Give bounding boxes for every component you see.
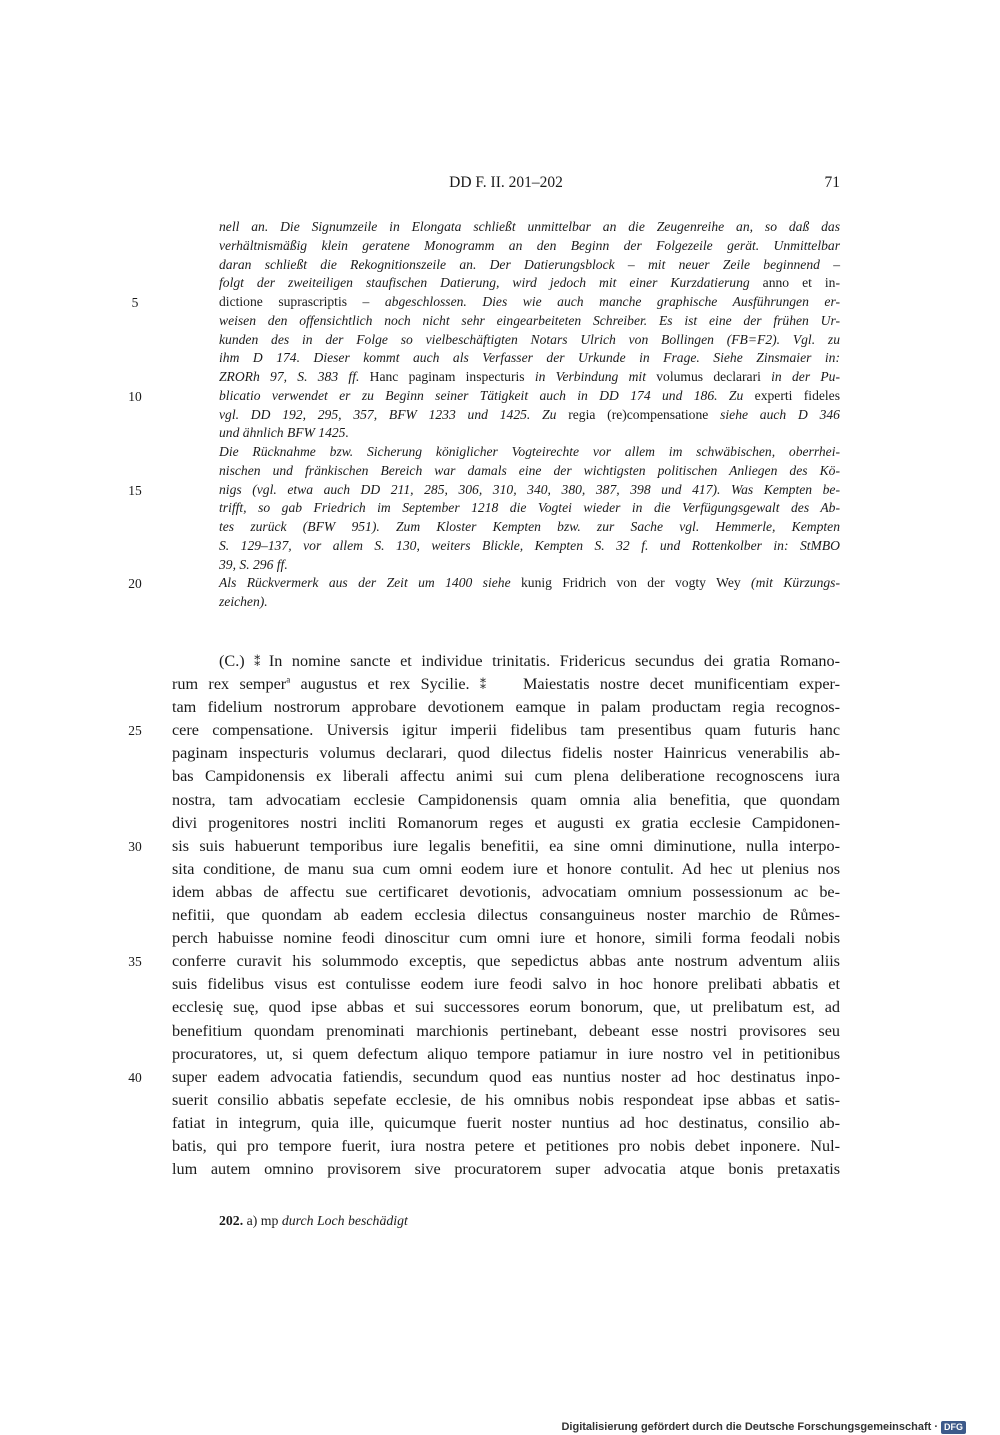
commentary-line: [219, 406, 840, 425]
commentary-segment: vgl. DD 192, 295, 357, BFW 1233 und 1425. Zu: [219, 406, 569, 422]
line-number: 30: [128, 838, 142, 854]
commentary-line: [219, 274, 840, 293]
footnote-marker: a: [286, 674, 291, 685]
commentary-line: [219, 537, 840, 556]
charter-line: [172, 650, 840, 673]
commentary-segment: (mit Kürzungs-: [740, 575, 840, 591]
commentary-line: [219, 368, 840, 387]
line-number: 15: [128, 482, 142, 498]
commentary-segment: ZRORh 97, S. 383 ff.: [219, 369, 370, 384]
commentary-line: [219, 462, 840, 481]
commentary-segment: kunden des in der Folge so vielbeschäftigten Notars Ulrich von Bollingen (FB=F2). Vgl. zu: [219, 331, 840, 347]
charter-text: [172, 650, 840, 1181]
commentary-segment: und ähnlich BFW 1425.: [219, 425, 349, 441]
commentary-segment: trifft, so gab Friedrich im September 1218 die Vogtei wieder in die Verfügungsgewalt des Ab-: [219, 500, 840, 516]
funding-text: Digitalisierung gefördert durch die Deutsche Forschungsgemeinschaft ·: [561, 1421, 938, 1433]
commentary-segment: ihm D 174. Dieser kommt auch als Verfasser der Urkunde in Frage. Siehe Zinsmaier in:: [219, 350, 840, 366]
commentary-line: [219, 349, 840, 368]
commentary-segment: weisen den offensichtlich noch nicht sehr eingearbeiteten Schreiber. Es ist eine der frühen Ur-: [219, 312, 840, 328]
commentary-segment: in Verbindung mit: [524, 369, 657, 384]
monogram-icon: ⁑: [479, 678, 485, 693]
commentary-line: [219, 518, 840, 537]
charter-line: procuratores, ut, si quem defectum aliquo tempore patiamur in iure nostro vel in petitionibus: [172, 1044, 840, 1063]
commentary-segment: Als Rückvermerk aus der Zeit um 1400 siehe: [219, 575, 521, 591]
commentary-segment: Hanc paginam inspecturis: [369, 369, 525, 384]
charter-invocation: In nomine sancte et individue trinitatis. Fridericus secundus dei gratia Romano-: [259, 652, 840, 670]
line-number: 35: [128, 954, 142, 970]
charter-line: perch habuisse nomine feodi dinoscitur cum omni iure et honore, simili forma feodali nobis: [172, 929, 840, 948]
commentary-line: [219, 312, 840, 331]
commentary-line: [219, 293, 840, 312]
charter-line: idem abbas de affectu sue certificaret devotionis, advocatiam omnium possessionum ac be-: [172, 882, 840, 901]
footnote: [219, 1213, 408, 1229]
page-number: 71: [824, 174, 840, 191]
commentary-segment: regia (re)compensatione: [568, 406, 709, 422]
footnote-text: a) mp: [243, 1213, 282, 1228]
commentary-text: [219, 218, 840, 612]
commentary-line: [219, 499, 840, 518]
charter-line: super eadem advocatia fatiendis, secundum quod eas nuntius noster ad hoc destinatus inpo-: [172, 1067, 840, 1086]
charter-line: fatiat in integrum, quia ille, quicumque fuerit noster nuntius ad hoc destinatus, consilio ab-: [172, 1113, 840, 1132]
charter-chrismon-label: (C.): [219, 652, 255, 670]
funding-notice: [561, 1420, 966, 1434]
footnote-note: durch Loch beschädigt: [281, 1213, 408, 1228]
running-head: [172, 174, 840, 194]
charter-line: benefitium quondam prenominati marchionis pertinebant, debeant esse nostri provisores seu: [172, 1021, 840, 1040]
commentary-segment: zeichen).: [219, 594, 268, 609]
charter-line: bas Campidonensis ex liberali affectu animi sui cum plena deliberatione recognoscens iura: [172, 767, 840, 786]
line-number: 25: [128, 723, 142, 739]
commentary-segment: in der Pu-: [760, 369, 841, 384]
charter-line: batis, qui pro tempore fuerit, iura nostra petere et petitiones pro nobis debet inponere. Nul-: [172, 1136, 840, 1155]
charter-line: conferre curavit his solummodo exceptis, que sepedictus abbas ante nostrum adventum aliis: [172, 952, 840, 971]
charter-text-segment: Maiestatis nostre decet munificentiam exper-: [522, 675, 840, 694]
commentary-segment: – abgeschlossen. Dies wie auch manche graphische Ausführungen er-: [347, 294, 840, 309]
running-head-title: DD F. II. 201–202: [449, 174, 563, 191]
commentary-segment: 39, S. 296 ff.: [219, 556, 288, 572]
charter-line: nefitii, que quondam ab eadem ecclesia dilectus consanguineus noster marchio de Růmes-: [172, 906, 840, 925]
dfg-logo-icon: DFG: [941, 1421, 966, 1434]
commentary-segment: volumus declarari: [656, 369, 761, 384]
charter-line: sis suis habuerunt temporibus iure legalis benefitii, ea sine omni diminutione, nulla interpo-: [172, 836, 840, 855]
commentary-line: [219, 256, 840, 275]
commentary-line: [219, 218, 840, 237]
commentary-segment: daran schließt die Rekognitionszeile an. Der Datierungsblock – mit neuer Zeile beginnend –: [219, 256, 840, 272]
charter-line: ecclesię suę, quod ipse abbas et sui successores eorum bonorum, que, ut prelibatum est, ad: [172, 998, 840, 1017]
commentary-segment: anno et in-: [762, 275, 840, 291]
charter-line: cere compensatione. Universis igitur imperii fidelibus tam presentibus quam futuris hanc: [172, 721, 840, 740]
commentary-segment: folgt der zweiteiligen staufischen Datierung, wird jedoch mit einer Kurzdatierung: [219, 275, 763, 291]
charter-line: tam fidelium nostrorum approbare devotionem eamque in palam productam regia recognos-: [172, 698, 840, 717]
commentary-segment: experti fideles: [754, 387, 841, 403]
commentary-segment: nischen und fränkischen Bereich war damals eine der wichtigsten politischen Anliegen des Kö-: [219, 462, 840, 478]
chrismon-icon: ⁑: [254, 655, 260, 669]
commentary-line: [219, 387, 840, 406]
charter-text-segment: augustus et rex Sycilie.: [290, 675, 480, 694]
commentary-segment: S. 129–137, vor allem S. 130, weiters Blickle, Kempten S. 32 f. und Rottenkolber in: StMBO: [219, 537, 840, 553]
commentary-line: [219, 481, 840, 500]
commentary-segment: blicatio verwendet er zu Beginn seiner Tätigkeit auch in DD 174 und 186. Zu: [219, 387, 755, 403]
charter-line: suis fidelibus visus est contulisse eodem iure feodi salvo in hoc honore prelibati abbatis et: [172, 975, 840, 994]
charter-text-segment: rum rex semper: [172, 675, 287, 694]
line-number: 40: [128, 1069, 142, 1085]
commentary-segment: siehe auch D 346: [708, 406, 840, 422]
commentary-line: [219, 556, 840, 575]
commentary-line: [219, 593, 840, 612]
line-number: 5: [131, 295, 139, 310]
commentary-segment: kunig Fridrich von der vogty Wey: [520, 575, 741, 591]
commentary-line: [219, 443, 840, 462]
commentary-segment: Die Rücknahme bzw. Sicherung königlicher Vogteirechte vor allem im schwäbischen, oberrhei-: [219, 444, 840, 459]
commentary-segment: tes zurück (BFW 951). Zum Kloster Kempten bzw. zur Sache vgl. Hemmerle, Kempten: [219, 519, 840, 534]
charter-line: divi progenitores nostri incliti Romanorum reges et augusti ex gratia ecclesie Campidonen-: [172, 813, 840, 832]
footnote-number: 202.: [219, 1213, 244, 1228]
charter-line: lum autem omnino provisorem sive procuratorem super advocatia atque bonis pretaxatis: [172, 1160, 840, 1179]
commentary-line: [219, 331, 840, 350]
charter-line: suerit consilio abbatis sepefate ecclesie, de his omnibus nobis respondeat ipse abbas et satis-: [172, 1090, 840, 1109]
commentary-line: [219, 424, 840, 443]
charter-line: paginam inspecturis volumus declarari, quod dilectus fidelis noster Hainricus venerabilis ab-: [172, 744, 840, 763]
line-number: 20: [128, 576, 142, 592]
commentary-segment: nigs (vgl. etwa auch DD 211, 285, 306, 310, 340, 380, 387, 398 und 417). Was Kempten be-: [219, 481, 840, 497]
commentary-line: [219, 237, 840, 256]
commentary-segment: verhältnismäßig klein geratene Monogramm an den Beginn der Folgezeile gerät. Unmittelbar: [219, 237, 840, 253]
charter-line: nostra, tam advocatiam ecclesie Campidonensis quam omnia alia benefitia, que quondam: [172, 790, 840, 809]
charter-line: [172, 673, 840, 696]
commentary-segment: nell an. Die Signumzeile in Elongata schließt unmittelbar an die Zeugenreihe an, so daß das: [219, 219, 840, 234]
commentary-line: [219, 574, 840, 593]
line-number: 10: [128, 388, 142, 404]
commentary-segment: dictione suprascriptis: [219, 294, 348, 309]
charter-line: sita conditione, de manu sua cum omni eodem iure et honore contulit. Ad hec ut plenius nos: [172, 859, 840, 878]
